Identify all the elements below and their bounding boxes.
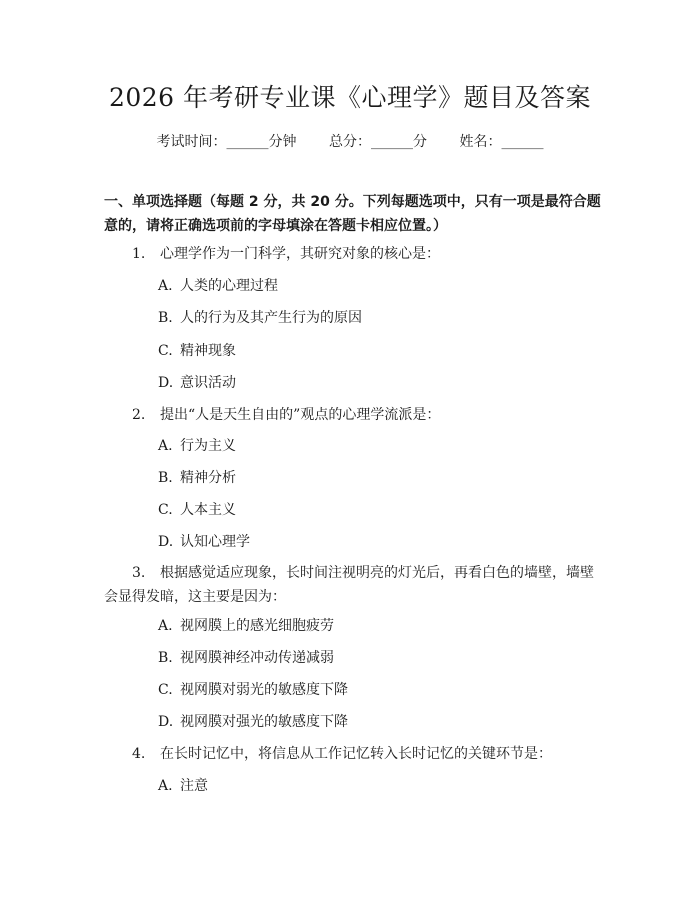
exam-time-field: 考试时间：______分钟 <box>156 134 297 150</box>
total-score-field: 总分：______分 <box>329 134 427 150</box>
option-text: 注意 <box>180 778 208 794</box>
question-3 <box>104 561 602 609</box>
question-text: 根据感觉适应现象，长时间注视明亮的灯光后，再看白色的墙壁，墙壁会显得发暗，这主要是因为： <box>104 565 594 605</box>
option-2c <box>158 499 236 519</box>
question-text: 心理学作为一门科学，其研究对象的核心是： <box>160 246 440 262</box>
option-text: 精神现象 <box>180 343 236 359</box>
option-3b <box>158 647 334 667</box>
option-letter: A. <box>158 778 173 794</box>
option-text: 视网膜对弱光的敏感度下降 <box>180 682 348 698</box>
option-text: 人的行为及其产生行为的原因 <box>180 310 362 326</box>
option-text: 人本主义 <box>180 502 236 518</box>
option-letter: C. <box>158 343 173 359</box>
question-text: 在长时记忆中，将信息从工作记忆转入长时记忆的关键环节是： <box>160 746 552 762</box>
question-1 <box>132 243 440 263</box>
option-3a <box>158 615 334 635</box>
option-text: 意识活动 <box>180 375 236 391</box>
student-name-field: 姓名：______ <box>459 134 544 150</box>
option-1a <box>158 275 278 295</box>
option-letter: D. <box>158 714 174 730</box>
option-1c <box>158 340 236 360</box>
option-letter: C. <box>158 502 173 518</box>
exam-meta <box>0 131 700 151</box>
question-2 <box>132 404 440 424</box>
option-text: 行为主义 <box>180 438 236 454</box>
option-2d <box>158 531 250 551</box>
option-letter: C. <box>158 682 173 698</box>
option-text: 人类的心理过程 <box>180 278 278 294</box>
question-4 <box>132 743 552 763</box>
option-2b <box>158 467 236 487</box>
option-letter: D. <box>158 534 174 550</box>
question-number: 4. <box>132 746 146 762</box>
option-4a <box>158 775 208 795</box>
option-letter: A. <box>158 438 173 454</box>
section-heading: 一、单项选择题（每题 2 分，共 20 分。下列每题选项中，只有一项是最符合题意的，请将正确选项前的字母填涂在答题卡相应位置。） <box>104 194 601 234</box>
option-1b <box>158 307 362 327</box>
question-text: 提出“人是天生自由的”观点的心理学流派是： <box>160 407 441 423</box>
question-number: 3. <box>132 565 146 581</box>
option-letter: A. <box>158 278 173 294</box>
option-letter: D. <box>158 375 174 391</box>
question-number: 2. <box>132 407 146 423</box>
option-2a <box>158 435 236 455</box>
option-letter: B. <box>158 310 173 326</box>
option-text: 精神分析 <box>180 470 236 486</box>
option-text: 认知心理学 <box>180 534 250 550</box>
option-letter: B. <box>158 470 173 486</box>
option-3d <box>158 711 348 731</box>
question-number: 1. <box>132 246 146 262</box>
option-letter: B. <box>158 650 173 666</box>
option-letter: A. <box>158 618 173 634</box>
option-3c <box>158 679 348 699</box>
option-text: 视网膜神经冲动传递减弱 <box>180 650 334 666</box>
option-text: 视网膜上的感光细胞疲劳 <box>180 618 334 634</box>
option-text: 视网膜对强光的敏感度下降 <box>180 714 348 730</box>
page-title: 2026 年考研专业课《心理学》题目及答案 <box>108 83 592 112</box>
option-1d <box>158 372 236 392</box>
